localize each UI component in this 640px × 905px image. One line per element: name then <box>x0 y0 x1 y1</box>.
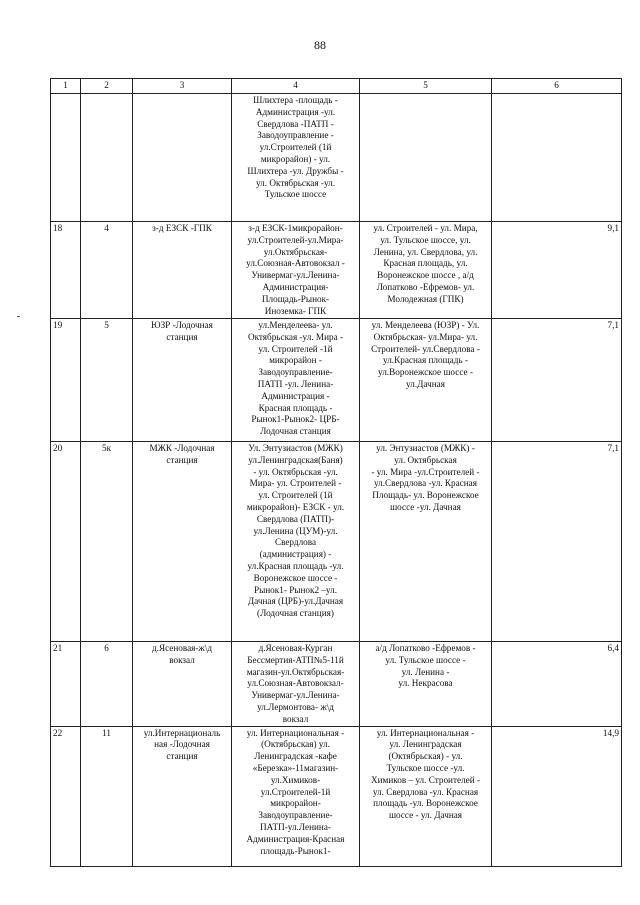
cell-line: ул.Лермонтова- ж\д <box>257 701 334 712</box>
routes-table <box>50 78 622 867</box>
route-length-cell <box>492 94 622 222</box>
cell-line: ная -Лодочная <box>154 739 210 750</box>
cell-line: ул.Ленина (ЦУМ)-ул. <box>253 525 338 536</box>
cell-line: Шлихтера -ул. Дружбы - <box>247 165 344 176</box>
cell-line: Администрация -ул. <box>255 106 336 117</box>
cell-line: ПАТП -ул. Ленина- <box>257 378 334 389</box>
row-number-cell <box>51 94 81 222</box>
cell-line: Иноземка- ГПК <box>264 305 327 316</box>
column-header-5: 5 <box>360 79 492 94</box>
cell-line: Универмаг-ул.Ленина- <box>251 270 340 281</box>
table-row <box>51 442 622 642</box>
column-header-6: 6 <box>492 79 622 94</box>
route-name-cell <box>133 442 232 642</box>
cell-line: станция <box>166 331 198 342</box>
column-header-4: 4 <box>232 79 360 94</box>
cell-line: МЖК -Лодочная <box>149 443 215 453</box>
route-length-cell: 9,1 <box>492 222 622 319</box>
cell-line: ул.Октябрьская- <box>263 246 328 257</box>
cell-line: Молодежная (ГПК) <box>387 293 464 304</box>
cell-line: Администрация- <box>262 281 329 292</box>
cell-line: ул. Строителей - ул. Мира, <box>373 223 478 233</box>
forward-path-cell <box>232 442 360 642</box>
cell-line: Тульское шоссе <box>264 189 327 200</box>
cell-line: ул. Тульское шоссе - <box>385 654 466 665</box>
table-row <box>51 94 622 222</box>
route-name-cell <box>133 94 232 222</box>
cell-line: ул. Строителей -1й <box>258 343 333 354</box>
cell-line: Рынок1- Рынок2 –ул. <box>253 584 338 595</box>
route-length-cell: 6,4 <box>492 642 622 727</box>
route-number-cell: 11 <box>81 726 133 866</box>
cell-line: Заводоуправление- <box>258 810 333 821</box>
cell-line: - ул. Мира -ул.Строителей - <box>371 466 480 477</box>
cell-line: вокзал <box>282 713 309 724</box>
cell-line: Октябрьская -ул. Мира - <box>247 331 344 342</box>
cell-line: Шлихтера -площадь - <box>253 95 338 105</box>
cell-line: Октябрьская- ул.Мира- ул. <box>373 331 478 342</box>
cell-line: Красная площадь - <box>258 402 333 413</box>
table-header-row <box>51 79 622 94</box>
cell-line: ул.Красная площадь - <box>383 355 468 366</box>
backward-path-cell <box>360 222 492 319</box>
cell-line: ул.Строителей-ул.Мира- <box>247 234 344 245</box>
row-number-cell: 21 <box>51 642 81 727</box>
forward-path-cell <box>232 94 360 222</box>
cell-line: ул. Тульское шоссе, ул. <box>380 234 471 245</box>
route-name-cell <box>133 726 232 866</box>
route-length-cell: 7,1 <box>492 442 622 642</box>
cell-line: шоссе - ул. Дачная <box>388 810 463 821</box>
route-number-cell: 6 <box>81 642 133 727</box>
cell-line: вокзал <box>169 654 195 665</box>
cell-line: площадь-Рынок1- <box>260 845 331 856</box>
forward-path-cell <box>232 642 360 727</box>
cell-line: станция <box>166 751 198 762</box>
cell-line: Красная площадь, ул. <box>383 258 468 269</box>
cell-line: микрорайон) - ул. <box>260 153 331 164</box>
cell-line: ул. Строителей (1й <box>258 490 333 501</box>
cell-line: Лопатково -Ефремов- ул. <box>376 281 475 292</box>
cell-line: Воронежское шоссе - <box>253 572 338 583</box>
cell-line: Площадь-Рынок- <box>261 293 330 304</box>
route-number-cell: 5 <box>81 319 133 442</box>
cell-line: Воронежское шоссе , а/д <box>377 270 474 281</box>
cell-line: ЮЗР -Лодочная <box>151 320 213 330</box>
cell-line: ул. Октябрьская <box>394 454 457 465</box>
cell-line: Химиков – ул. Строителей - <box>370 774 481 785</box>
route-number-cell: 4 <box>81 222 133 319</box>
forward-path-cell <box>232 222 360 319</box>
row-number-cell: 22 <box>51 726 81 866</box>
forward-path-cell <box>232 726 360 866</box>
cell-line: Бессмертия-АТП№5-11й <box>247 654 344 665</box>
backward-path-cell <box>360 726 492 866</box>
cell-line: ул.Строителей (1й <box>259 142 332 153</box>
table-row <box>51 726 622 866</box>
cell-line: Мира- ул. Строителей - <box>249 478 342 489</box>
column-header-3: 3 <box>133 79 232 94</box>
cell-line: Универмаг-ул.Ленина- <box>251 690 340 701</box>
cell-line: (Лодочная станция) <box>257 608 334 619</box>
cell-line: Дачная (ЦРБ)-ул.Дачная <box>247 596 344 607</box>
route-length-cell: 14,9 <box>492 726 622 866</box>
cell-line: ул.Интернациональ <box>143 727 221 738</box>
cell-line: Ленинградская -кафе <box>254 751 337 762</box>
cell-line: ул.Ленинградская(Баня) <box>248 454 343 465</box>
cell-line: ул. Менделеева (ЮЗР) - Ул. <box>371 320 480 330</box>
route-length-cell: 7,1 <box>492 319 622 442</box>
cell-line: Рынок1-Рынок2- ЦРБ- <box>251 414 340 425</box>
route-number-cell: 5к <box>81 442 133 642</box>
cell-line: Лодочная станция <box>260 426 331 437</box>
cell-line: ул. Октябрьская -ул. <box>255 177 336 188</box>
cell-line: ул.Химиков- <box>270 774 321 785</box>
column-header-2: 2 <box>81 79 133 94</box>
route-name-cell <box>133 222 232 319</box>
cell-line: ул.Дачная <box>406 378 445 389</box>
cell-line: з-д ЕЗСК -ГПК <box>152 223 212 233</box>
row-number-cell: 18 <box>51 222 81 319</box>
cell-line: Площадь- ул. Воронежское <box>372 490 479 501</box>
cell-line: Строителей- ул.Свердлова - <box>371 343 480 354</box>
cell-line: магазин-ул.Октябрьская- <box>246 666 345 677</box>
forward-path-cell <box>232 319 360 442</box>
cell-line: (администрация) - <box>259 549 332 560</box>
cell-line: ул.Менделеева- ул. <box>258 320 333 330</box>
cell-line: Свердлова (ПАТП)- <box>256 513 335 524</box>
row-number-cell: 20 <box>51 442 81 642</box>
cell-line: Ул. Энтузиастов (МЖК) <box>248 443 343 453</box>
cell-line: (Октябрьская) - ул. <box>388 751 463 762</box>
cell-line: д.Ясеновая-Курган <box>258 643 333 653</box>
route-name-cell <box>133 319 232 442</box>
scan-speck <box>17 316 20 317</box>
cell-line: ул. Некрасова <box>398 678 453 689</box>
cell-line: станция <box>166 454 198 465</box>
cell-line: Тульское шоссе -ул. <box>386 762 465 773</box>
cell-line: микрорайон - <box>269 355 322 366</box>
cell-line: ул. Интернациональная - <box>376 727 475 738</box>
cell-line: Свердлова <box>274 537 317 548</box>
cell-line: микрорайон- <box>270 798 321 809</box>
route-number-cell <box>81 94 133 222</box>
table-row <box>51 642 622 727</box>
cell-line: Заводоуправление - <box>257 130 334 141</box>
cell-line: ул. Свердлова -ул. Красная <box>372 786 479 797</box>
table-row <box>51 319 622 442</box>
cell-line: ПАТП-ул.Ленина- <box>260 821 331 832</box>
cell-line: Администрация-Красная <box>246 833 345 844</box>
cell-line: д.Ясеновая-ж\д <box>151 643 213 653</box>
backward-path-cell <box>360 94 492 222</box>
cell-line: ул.Красная площадь -ул. <box>247 560 344 571</box>
cell-line: Администрация - <box>261 390 330 401</box>
cell-line: ул. Ленинградская <box>389 739 462 750</box>
cell-line: ул. Интернациональная - <box>246 727 345 738</box>
cell-line: микрорайон)- ЕЗСК - ул. <box>246 501 345 512</box>
page-number: 88 <box>314 38 326 52</box>
cell-line: ул.Воронежское шоссе - <box>378 367 473 378</box>
backward-path-cell <box>360 319 492 442</box>
cell-line: а/д Лопатково -Ефремов - <box>375 643 476 653</box>
column-header-1: 1 <box>51 79 81 94</box>
cell-line: шоссе -ул. Дачная <box>390 501 461 512</box>
cell-line: ул. Ленина - <box>401 666 450 677</box>
cell-line: Свердлова -ПАТП - <box>257 118 334 129</box>
cell-line: ул.Союзная-Автовокзал- <box>247 678 344 689</box>
cell-line: (Октябрьская) ул. <box>261 739 330 750</box>
cell-line: площадь -ул. Воронежское <box>373 798 478 809</box>
cell-line: ул.Союзная-Автовокзал - <box>246 258 345 269</box>
cell-line: Ленина, ул. Свердлова, ул. <box>373 246 478 257</box>
table-row <box>51 222 622 319</box>
cell-line: з-д ЕЗСК-1микрорайон- <box>248 223 343 233</box>
cell-line: Заводоуправление- <box>258 367 333 378</box>
row-number-cell: 19 <box>51 319 81 442</box>
route-name-cell <box>133 642 232 727</box>
backward-path-cell <box>360 442 492 642</box>
cell-line: - ул. Октябрьская -ул. <box>253 466 338 477</box>
cell-line: «Березка»-11магазин- <box>252 762 339 773</box>
backward-path-cell <box>360 642 492 727</box>
cell-line: ул.Строителей-1й <box>260 786 331 797</box>
table-body <box>51 94 622 867</box>
cell-line: ул.Свердлова -ул. Красная <box>373 478 477 489</box>
cell-line: ул. Энтузиастов (МЖК) - <box>376 443 475 453</box>
